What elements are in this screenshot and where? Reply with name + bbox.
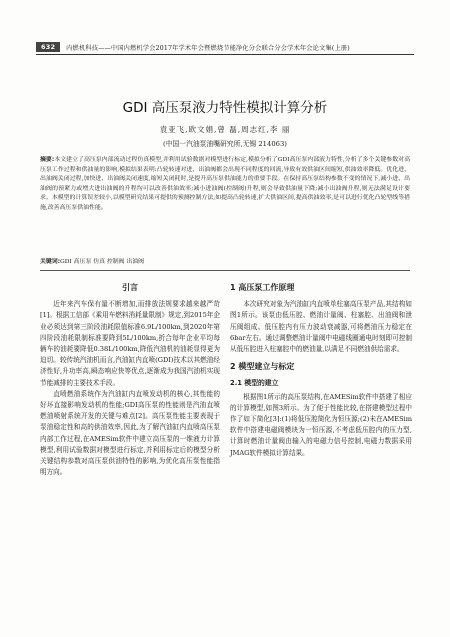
running-title: 内燃机科技——中国内燃机学会2017年学术年会暨燃烧节能净化分会联合分会学术年会论文集(上册) [66,44,350,52]
left-column [40,282,220,478]
abstract-text: 本文建立了高压泵内部流动过程仿真模型,并利用试验数据对模型进行标定,模拟分析了GDI高压泵内部液力特性,分析了多个关键参数对高压泵工作过程和供油量的影响,模拟结果表明:凸轮转速对进、出油阀都会出现不同程度的回流,导致有效供油区间缩短,供油效率降低。优化进、出油阀关闭过程,加快进、出油阀关闭速度,缩短关闭耗时,是提升高压泵供油能力的重要手段。在保持高压泵结构参数不变的情况下,减小进、出油阀的预紧力或增大进出油阀的升程均可以改善供油效率;减小进油阀(控制阀)升程,则会导致供油量下降;减小出油阀升程,则无法满足设计要求。本模型的计算误差较小,以模型研究结果可提供的预测控制方法,如提高凸轮转速,扩大供油区间,提高供油效率,是可以进行优化凸轮型线等措施,改善高压泵供油性能。 [40,157,411,211]
subsection-heading-2-1: 2.1 模型的建立 [230,379,279,388]
section-heading-1: 1 高压泵工作原理 [230,283,295,292]
keywords [40,256,410,265]
section-heading-intro: 引言 [122,283,138,292]
author-list: 袁亚飞,欧文娟,曾 磊,周志红,李 丽 [159,125,291,134]
intro-paragraph-1: 近年来汽车保有量不断增加,而排放法规要求越来越严苛[1]。根据工信部《乘用车燃料消耗量限制》规定,到2015年企业必须达到第三阶段油耗限值标准6.9L/100km,到2020年第四阶段油耗限制标准要降到5L/100km,折合每年企业平均每辆车的油耗要降低0.38L/100km,降低汽油机的油耗显得更为迫切。较传统汽油机而言,汽油缸内直喷(GDI)技术以其燃油经济性好,升功率高,瞬态响应快等优点,逐渐成为我国汽油机实现节能减排的主要技术手段。 [40,300,220,387]
affiliation: (中国一汽油泵油嘴研究所,无锡 214063) [163,140,287,148]
paper-title: GDI 高压泵液力特性模拟计算分析 [122,100,328,116]
section-1-paragraph: 本次研究对象为汽油缸内直喷单柱塞高压泵产品,其结构如图1所示。该泵由低压腔、燃油计量阀、柱塞腔、出油阀和泄压阀组成。低压腔内有压力波动衰减器,可将燃油压力稳定在6bar左右。通过调整燃油计量阀中电磁线圈通电时刻即可控制从低压腔进入柱塞腔中的燃油量,以满足不同燃油供给需求。 [230,300,412,354]
section-heading-2: 2 模型建立与标定 [230,362,295,372]
right-column [230,282,412,459]
intro-paragraph-2: 直喷燃油系统作为汽油缸内直喷发动机的核心,其性能的好坏直接影响发动机的性能;GDI高压泵的性能则是汽油直喷燃油喷射系统开发的关键与难点[2]。高压泵性能主要表现于泵油稳定性和高的供油效率,因此,为了解汽油缸内直喷高压泵内部工作过程,在AMESim软件中建立高压泵的一维液力计算模型,利用试验数据对模型进行标定,并利用标定后的模型分析关键结构参数对高压泵供油特性的影响,为优化高压泵性能指明方向。 [40,389,220,477]
running-header [36,40,414,55]
abstract-label: 摘要: [40,157,55,163]
abstract [40,156,410,214]
keywords-text: GDI 高压泵 仿真 控制阀 出油阀 [60,259,145,265]
section-2-1-paragraph: 根据图1所示的高压泵结构,在AMESim软件中搭建了相应的计算模型,如图3所示。为了便于性能比较,在搭建模型过程中作了如下简化[3]:(1)将低压腔简化为恒压源;(2)未在AMESim软件中搭建电磁阀模块为一恒压源,不考虑低压腔内的压力型,计算时燃油计量阀由输入的电磁力信号控制,电磁力数据采用JMAG软件模拟计算结果。 [230,392,412,457]
divider [40,270,410,271]
page-number: 632 [36,42,60,52]
keywords-label: 关键词: [40,259,61,265]
